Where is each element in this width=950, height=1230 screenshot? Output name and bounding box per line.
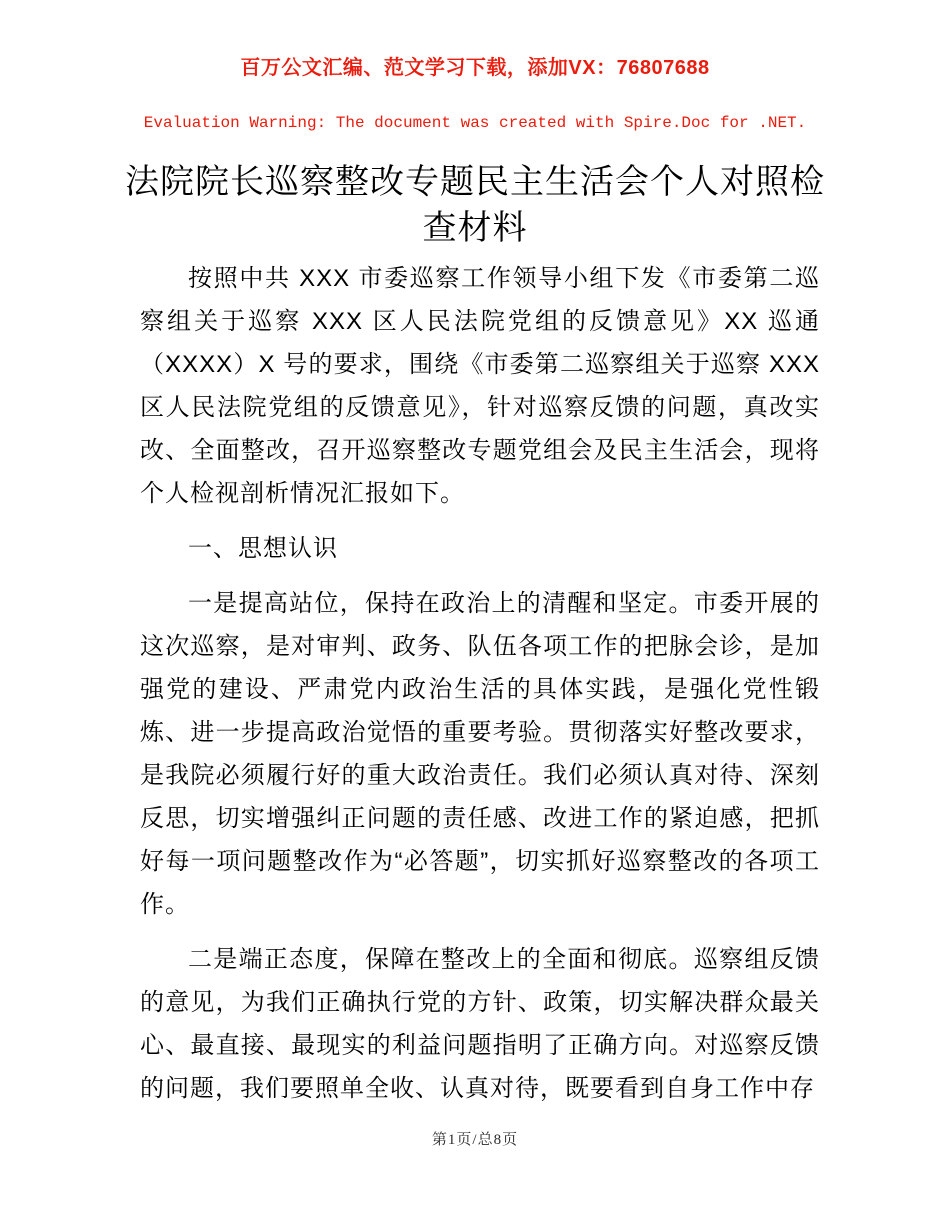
promo-banner: 百万公文汇编、范文学习下载，添加VX：76807688: [240, 57, 710, 79]
paragraph-point-two: 二是端正态度，保障在整改上的全面和彻底。巡察组反馈的意见，为我们正确执行党的方针、政策，切实解决群众最关心、最直接、最现实的利益问题指明了正确方向。对巡察反馈的问题，我们要照单全收、认真对待，既要看到自身工作中存: [140, 946, 820, 1102]
paragraph-point-one: 一是提高站位，保持在政治上的清醒和坚定。市委开展的这次巡察，是对审判、政务、队伍各项工作的把脉会诊，是加强党的建设、严肃党内政治生活的具体实践，是强化党性锻炼、进一步提高政治觉悟的重要考验。贯彻落实好整改要求，是我院必须履行好的重大政治责任。我们必须认真对待、深刻反思，切实增强纠正问题的责任感、改进工作的紧迫感，把抓好每一项问题整改作为“必答题”，切实抓好巡察整改的各项工作。: [140, 590, 820, 918]
section-heading-thought-understanding: 一、思想认识: [188, 535, 338, 562]
evaluation-warning: Evaluation Warning: The document was created with Spire.Doc for .NET.: [143, 114, 807, 132]
page-number: 第1页/总8页: [431, 1132, 519, 1148]
paragraph-intro: 按照中共 XXX 市委巡察工作领导小组下发《市委第二巡察组关于巡察 XXX 区人民法院党组的反馈意见》XX 巡通（XXXX）X 号的要求，围绕《市委第二巡察组关于巡察 XXX 区人民法院党组的反馈意见》，针对巡察反馈的问题，真改实改、全面整改，召开巡察整改专题党组会及民主生活会，现将个人检视剖析情况汇报如下。: [140, 265, 820, 507]
document-title: 法院院长巡察整改专题民主生活会个人对照检查材料: [125, 163, 825, 247]
